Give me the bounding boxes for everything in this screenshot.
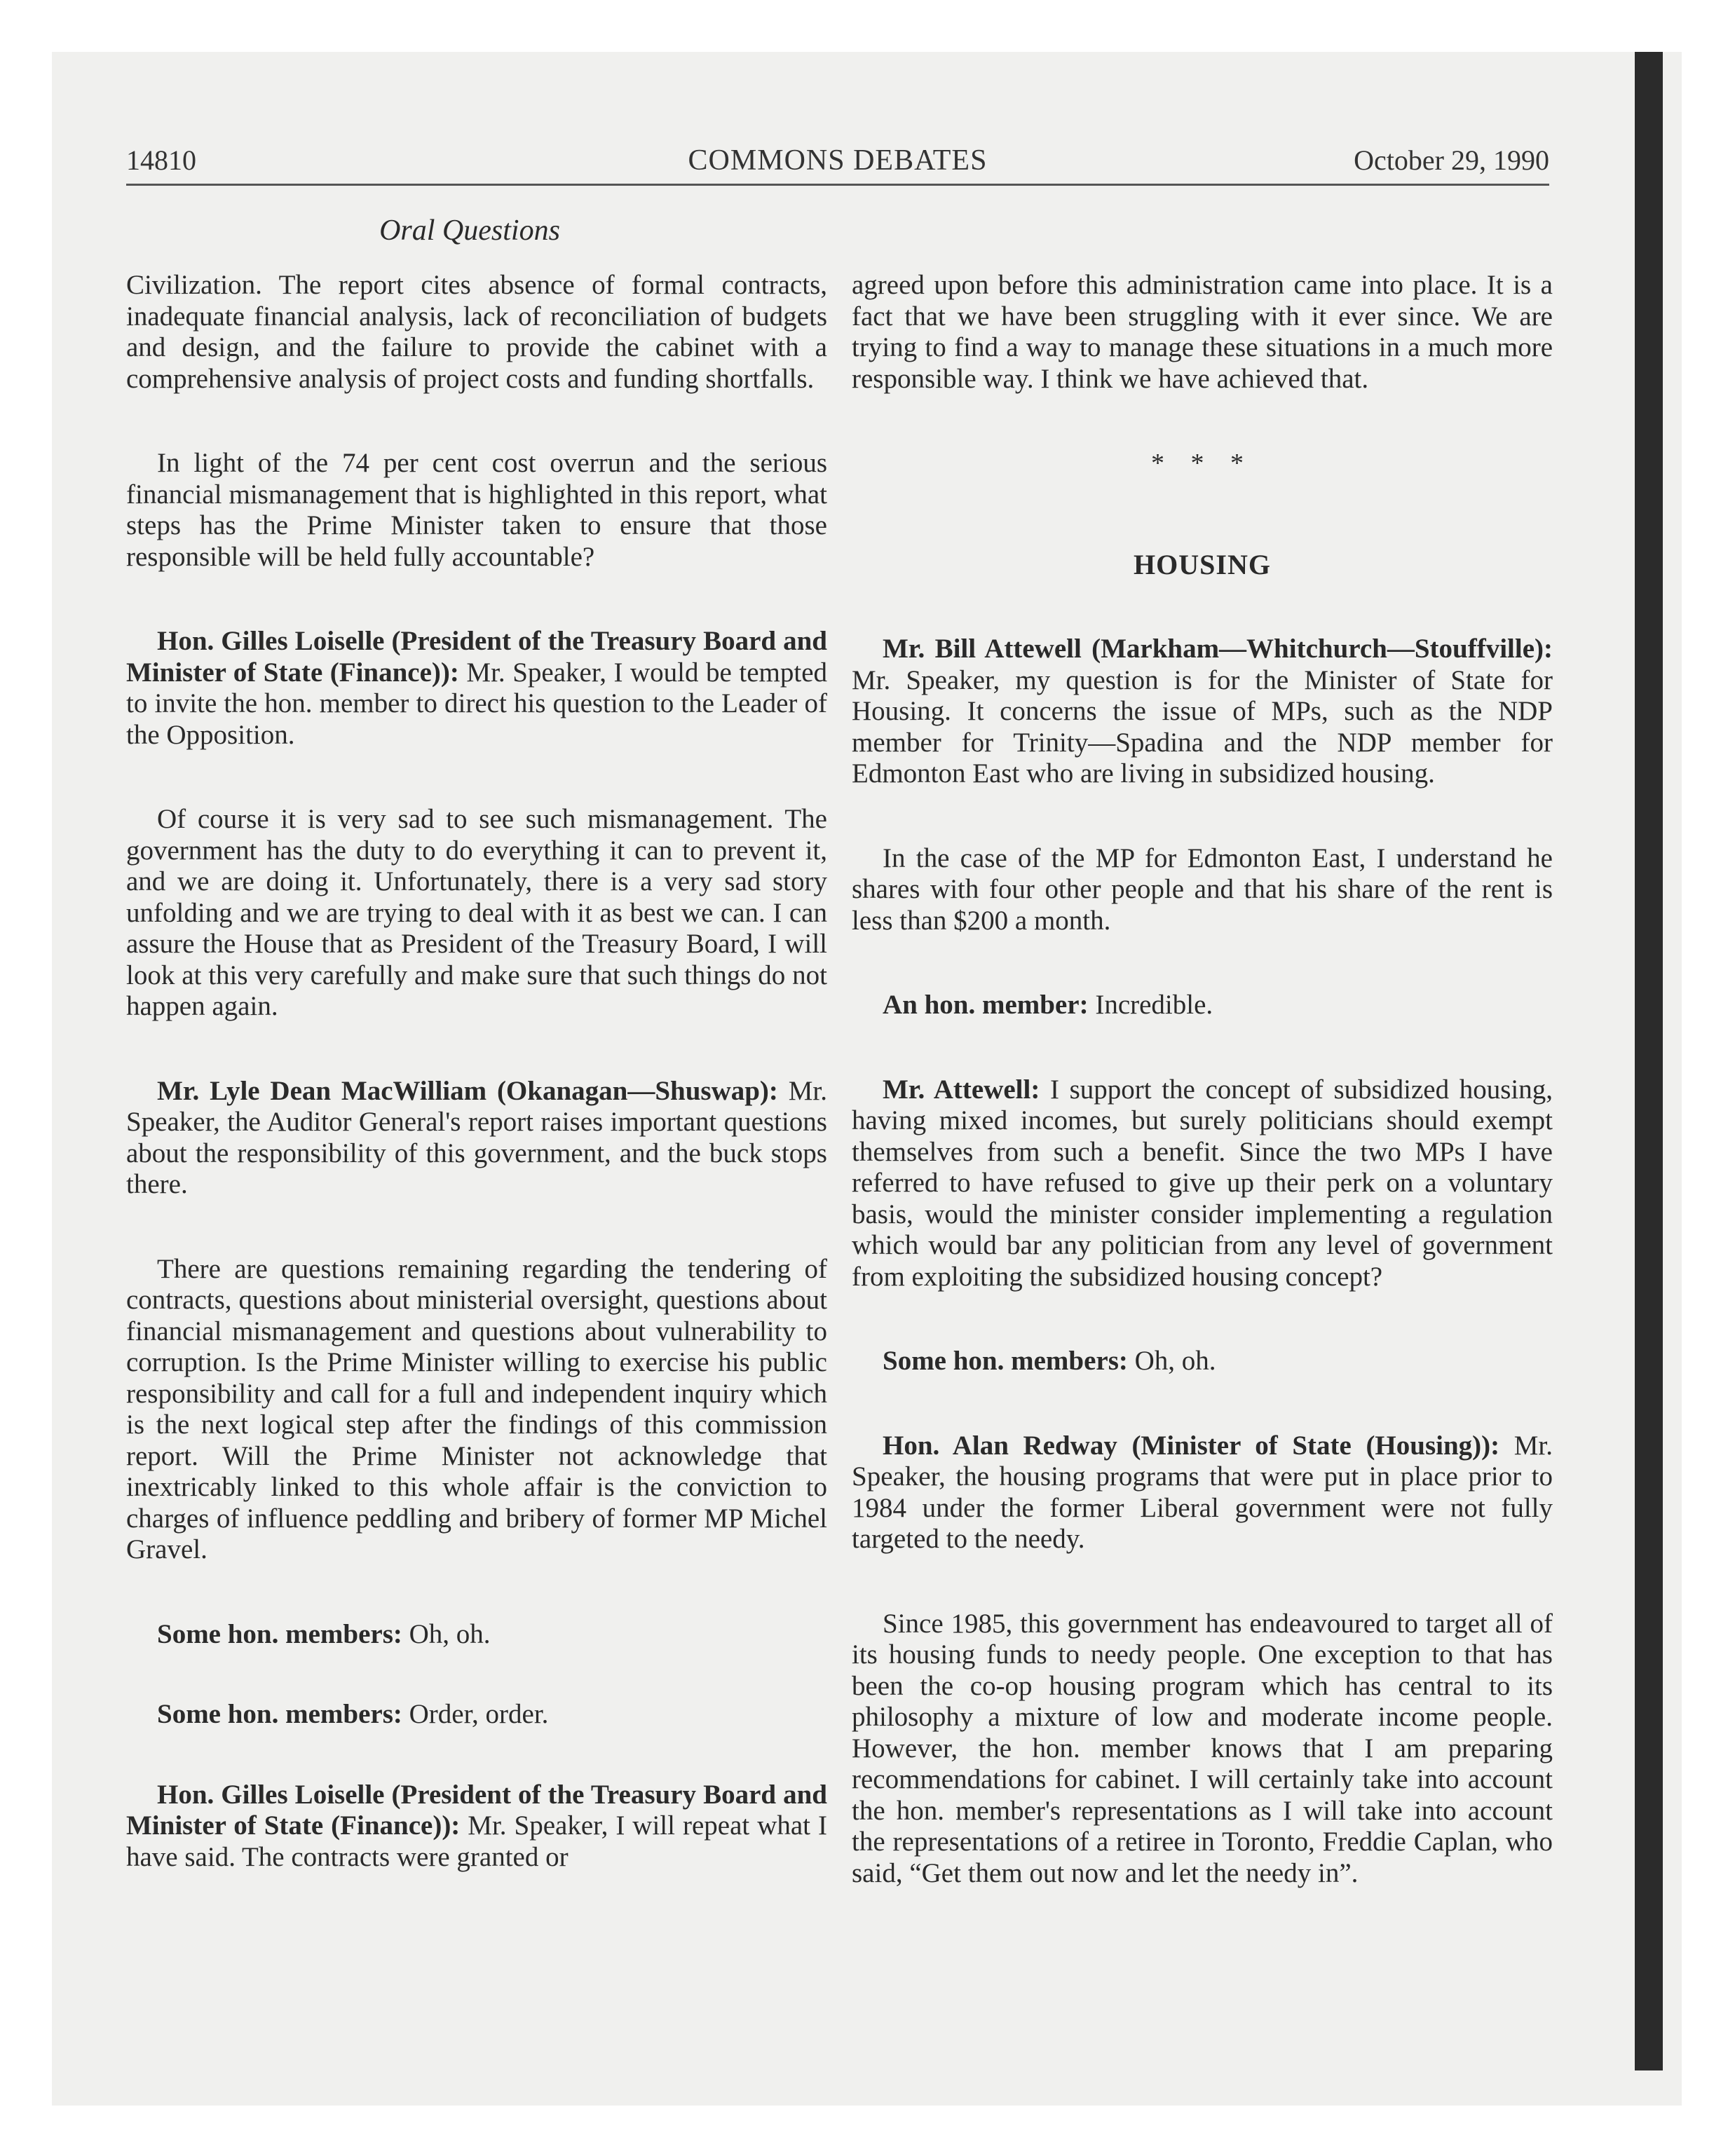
- speech-text: Incredible.: [1088, 990, 1213, 1020]
- speech: [852, 1346, 1553, 1377]
- speaker-name: Mr. Bill Attewell (Markham—Whitchurch—Stouffville):: [883, 634, 1553, 664]
- speech-text: Mr. Speaker, I will repeat what I have said. The contracts were granted or: [126, 1810, 827, 1872]
- speech: [126, 1780, 827, 1874]
- speech-text: Mr. Speaker, the Auditor General's report raises important questions about the responsibility of this government, and the buck stops there.: [126, 1075, 827, 1199]
- speaker-name: Hon. Alan Redway (Minister of State (Housing)):: [883, 1430, 1500, 1461]
- speech: [126, 1076, 827, 1201]
- speaker-name: Some hon. members:: [157, 1618, 402, 1649]
- page-header: [126, 144, 1549, 186]
- speech: [126, 1699, 827, 1731]
- speech: [852, 1074, 1553, 1293]
- speech-text: I support the concept of subsidized housing, having mixed incomes, but surely politicians should exempt themselves from such a benefit. Since the two MPs I have referred to have refused to give up their perk on a voluntary basis, would the minister consider implementing a regulation which would bar any politician from any level of government from exploiting the subsidized housing concept?: [852, 1074, 1553, 1292]
- speech: [852, 634, 1553, 790]
- left-column: [126, 270, 827, 1926]
- paragraph: Of course it is very sad to see such mismanagement. The government has the duty to do everything it can to prevent it, and we are doing it. Unfortunately, there is a very sad story unfolding and we are trying to deal with it as best we can. I can assure the House that as President of the Treasury Board, I will look at this very carefully and make sure that such things do not happen again.: [126, 804, 827, 1021]
- speaker-name: Some hon. members:: [883, 1346, 1128, 1376]
- section-heading: HOUSING: [1134, 548, 1271, 580]
- speech-text: Mr. Speaker, my question is for the Minister of State for Housing. It concerns the issue of MPs, such as the NDP member for Trinity—Spadina and the NDP member for Edmonton East who are living in subsidized housing.: [852, 664, 1553, 789]
- right-column: [852, 270, 1553, 1942]
- speaker-name: Hon. Gilles Loiselle (President of the Treasury Board and Minister of State (Finance)):: [126, 626, 827, 688]
- section-divider: * * *: [1151, 449, 1253, 478]
- speech-text: Oh, oh.: [402, 1618, 491, 1649]
- paragraph: In the case of the MP for Edmonton East, I understand he shares with four other people and that his share of the rent is less than $200 a month.: [852, 842, 1553, 936]
- speaker-name: Some hon. members:: [157, 1699, 402, 1729]
- speech-text: Mr. Speaker, I would be tempted to invite the hon. member to direct his question to the Leader of the Opposition.: [126, 657, 827, 750]
- speech: [852, 1431, 1553, 1555]
- paragraph: agreed upon before this administration came into place. It is a fact that we have been struggling with it ever since. We are trying to find a way to manage these situations in a much more responsible way. I think we have achieved that.: [852, 270, 1553, 394]
- paragraph: In light of the 74 per cent cost overrun and the serious financial mismanagement that is highlighted in this report, what steps has the Prime Minister taken to ensure that those responsible will be held fully accountable?: [126, 448, 827, 572]
- section-label: Oral Questions: [379, 214, 560, 247]
- speaker-name: Hon. Gilles Loiselle (President of the Treasury Board and Minister of State (Finance)):: [126, 1779, 827, 1841]
- paragraph: Civilization. The report cites absence of formal contracts, inadequate financial analysis, lack of reconciliation of budgets and design, and the failure to provide the cabinet with a comprehensive analysis of project costs and funding shortfalls.: [126, 270, 827, 394]
- speech: [126, 1619, 827, 1651]
- speech: [852, 990, 1553, 1021]
- publication-date: October 29, 1990: [1354, 144, 1549, 176]
- speech-text: Oh, oh.: [1127, 1346, 1216, 1376]
- speech: [126, 626, 827, 751]
- speaker-name: An hon. member:: [883, 990, 1089, 1020]
- publication-title: COMMONS DEBATES: [688, 144, 988, 177]
- page-number: 14810: [126, 144, 196, 176]
- paragraph: There are questions remaining regarding the tendering of contracts, questions about ministerial oversight, questions about financial mismanagement and questions about vulnerability to corruption. Is the Prime Minister willing to exercise his public responsibility and call for a full and independent inquiry which is the next logical step after the findings of this commission report. Will the Prime Minister not acknowledge that inextricably linked to this whole affair is the conviction to charges of influence peddling and bribery of former MP Michel Gravel.: [126, 1253, 827, 1564]
- speaker-name: Mr. Lyle Dean MacWilliam (Okanagan—Shuswap):: [157, 1075, 778, 1106]
- speech-text: Mr. Speaker, the housing programs that were put in place prior to 1984 under the former Liberal government were not fully targeted to the needy.: [852, 1430, 1553, 1554]
- header-rule: [126, 184, 1549, 186]
- binding-edge: [1635, 52, 1663, 2070]
- speech-text: Order, order.: [402, 1699, 549, 1729]
- speaker-name: Mr. Attewell:: [883, 1074, 1040, 1105]
- paragraph: Since 1985, this government has endeavoured to target all of its housing funds to needy people. One exception to that has been the co-op housing program which has central to its philosophy a mixture of low and moderate income people. However, the hon. member knows that I am preparing recommendations for cabinet. I will certainly take into account the hon. member's representations as I will take into account the representations of a retiree in Toronto, Freddie Caplan, who said, “Get them out now and let the needy in”.: [852, 1608, 1553, 1888]
